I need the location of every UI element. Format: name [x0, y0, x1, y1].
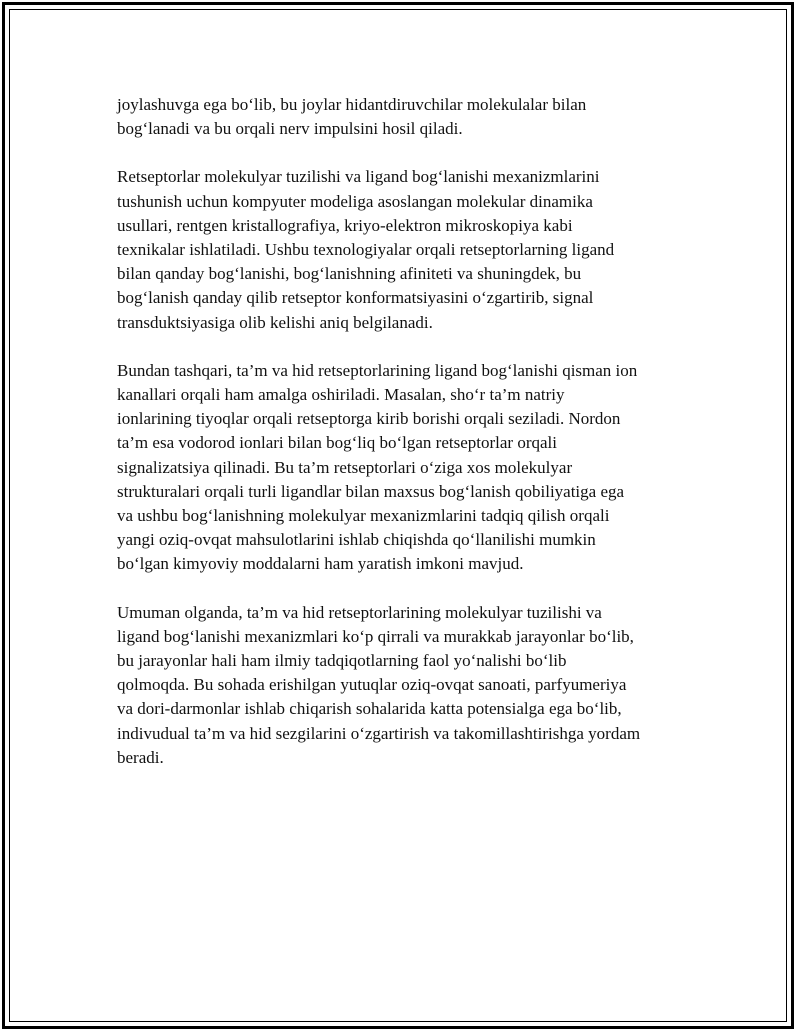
text-line: texnikalar ishlatiladi. Ushbu texnologiyalar orqali retseptorlarning ligand — [117, 240, 615, 260]
text-line: qolmoqda. Bu sohada erishilgan yutuqlar oziq-ovqat sanoati, parfyumeriya — [117, 675, 627, 695]
paragraph-1 — [117, 93, 697, 141]
text-line: va dori-darmonlar ishlab chiqarish sohalarida katta potensialga ega bo‘lib, — [117, 699, 622, 719]
paragraph-2 — [117, 165, 697, 334]
text-line: bilan qanday bog‘lanishi, bog‘lanishning afiniteti va shuningdek, bu — [117, 264, 582, 284]
text-line: va ushbu bog‘lanishning molekulyar mexanizmlarini tadqiq qilish orqali — [117, 506, 610, 526]
text-line: transduktsiyasiga olib kelishi aniq belgilanadi. — [117, 312, 433, 332]
text-line: bog‘lanish qanday qilib retseptor konformatsiyasini o‘zgartirib, signal — [117, 288, 594, 308]
text-line: indivudual ta’m va hid sezgilarini o‘zgartirish va takomillashtirishga yordam — [117, 723, 641, 743]
text-line: yangi oziq-ovqat mahsulotlarini ishlab chiqishda qo‘llanilishi mumkin — [117, 530, 596, 550]
text-line: joylashuvga ega bo‘lib, bu joylar hidantdiruvchilar molekulalar bilan — [117, 95, 587, 114]
text-line: Umuman olganda, ta’m va hid retseptorlarining molekulyar tuzilishi va — [117, 602, 602, 622]
document-body — [117, 93, 697, 794]
text-line: signalizatsiya qilinadi. Bu ta’m retseptorlari o‘ziga xos molekulyar — [117, 457, 573, 477]
text-line: Bundan tashqari, ta’m va hid retseptorlarining ligand bog‘lanishi qisman ion — [117, 360, 638, 380]
text-line: tushunish uchun kompyuter modeliga asoslangan molekular dinamika — [117, 191, 593, 211]
text-line: usullari, rentgen kristallografiya, kriyo-elektron mikroskopiya kabi — [117, 215, 573, 235]
text-line: bu jarayonlar hali ham ilmiy tadqiqotlarning faol yo‘nalishi bo‘lib — [117, 651, 567, 671]
text-line: bog‘lanadi va bu orqali nerv impulsini hosil qiladi. — [117, 119, 463, 139]
paragraph-4 — [117, 601, 697, 770]
text-line: ta’m esa vodorod ionlari bilan bog‘liq bo‘lgan retseptorlar orqali — [117, 433, 557, 453]
text-line: Retseptorlar molekulyar tuzilishi va ligand bog‘lanishi mexanizmlarini — [117, 167, 600, 187]
text-line: bo‘lgan kimyoviy moddalarni ham yaratish imkoni mavjud. — [117, 554, 524, 574]
text-line: ligand bog‘lanishi mexanizmlari ko‘p qirrali va murakkab jarayonlar bo‘lib, — [117, 626, 634, 646]
text-line: ionlarining tiyoqlar orqali retseptorga kirib borishi orqali seziladi. Nordon — [117, 409, 621, 429]
text-line: strukturalari orqali turli ligandlar bilan maxsus bog‘lanish qobiliyatiga ega — [117, 481, 625, 501]
text-line: beradi. — [117, 747, 164, 767]
paragraph-3 — [117, 359, 697, 577]
text-line: kanallari orqali ham amalga oshiriladi. Masalan, sho‘r ta’m natriy — [117, 385, 565, 405]
